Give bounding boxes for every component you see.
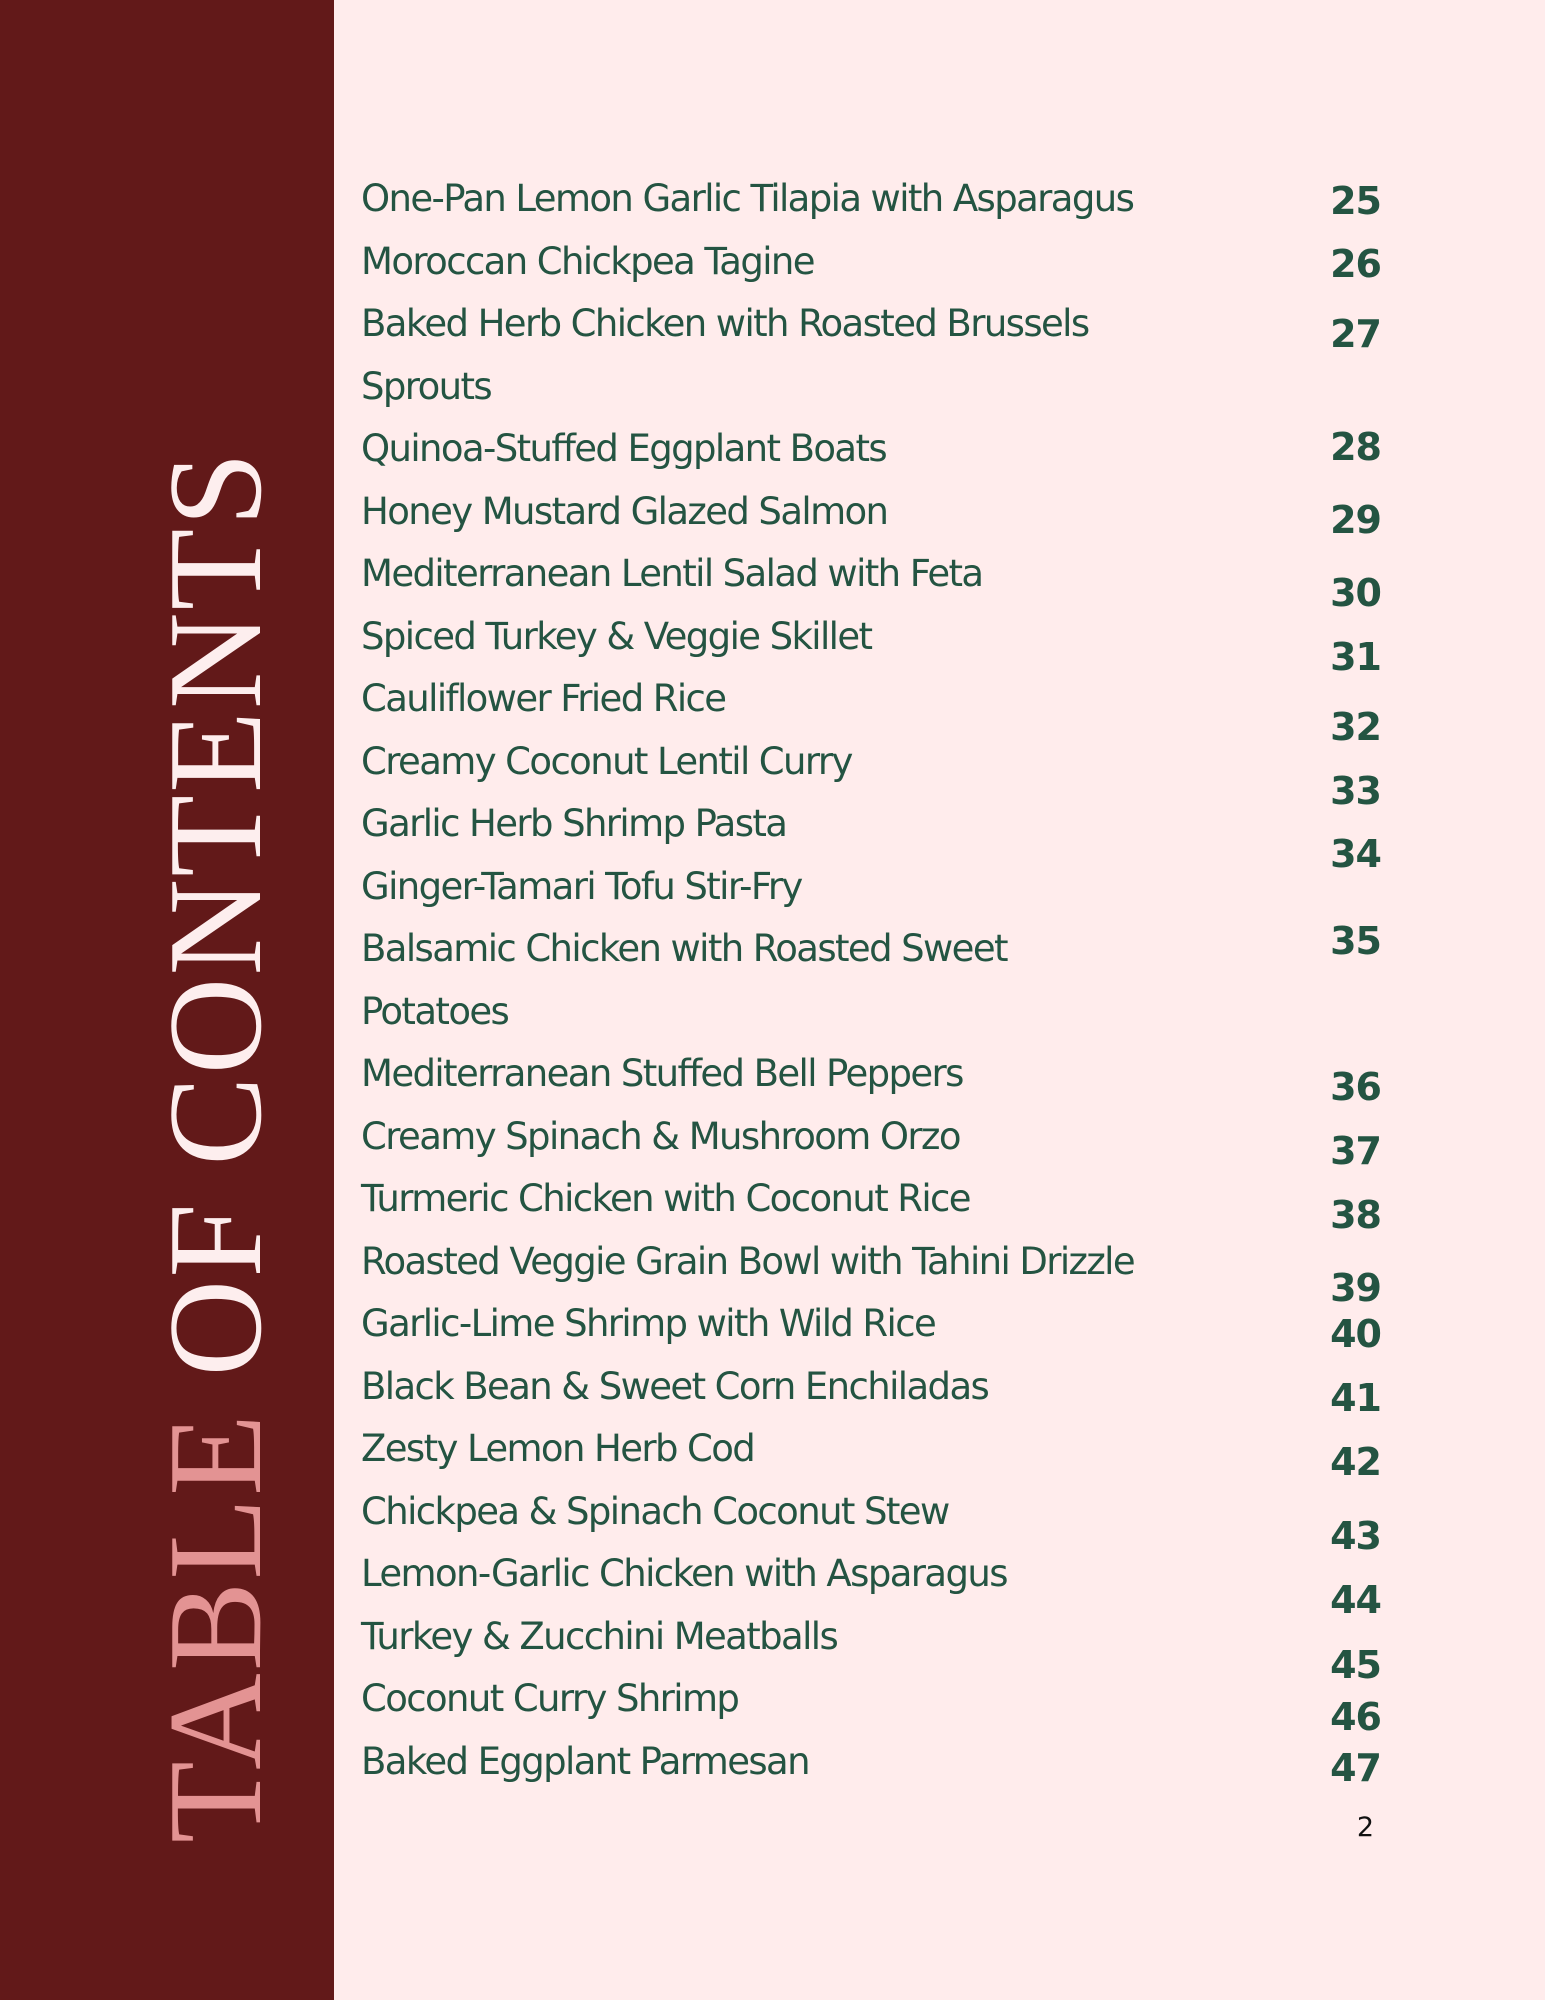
page-number: 2 — [1356, 1812, 1374, 1843]
toc-row[interactable] — [361, 1739, 1381, 1806]
toc-entry-title: Mediterranean Stuffed Bell Peppers — [361, 1052, 963, 1095]
toc-entry-page: 31 — [1330, 634, 1381, 679]
toc-entry-title: Spiced Turkey & Veggie Skillet — [361, 614, 872, 658]
vertical-title — [141, 143, 289, 1843]
toc-entry-page: 41 — [1330, 1375, 1381, 1420]
toc-entry-title: Moroccan Chickpea Tagine — [361, 239, 814, 283]
toc-entry-page: 46 — [1330, 1695, 1381, 1739]
toc-entry-page: 28 — [1330, 425, 1381, 469]
toc-entry-page: 45 — [1330, 1642, 1381, 1687]
toc-entry-page: 42 — [1330, 1440, 1381, 1484]
toc-entry-page: 29 — [1330, 497, 1381, 542]
toc-entry-page: 44 — [1330, 1578, 1381, 1622]
toc-entry-page: 40 — [1330, 1312, 1381, 1356]
toc-entry-title: Creamy Spinach & Mushroom Orzo — [361, 1114, 960, 1158]
toc-entry-page: 34 — [1330, 832, 1381, 876]
title-word-of-contents: OF CONTENTS — [141, 449, 289, 1377]
toc-entry-page: 26 — [1330, 241, 1381, 286]
toc-entry-title: Chickpea & Spinach Coconut Stew — [361, 1489, 949, 1533]
toc-entry-title: Roasted Veggie Grain Bowl with Tahini Drizzle — [361, 1239, 1135, 1283]
toc-entry-title: Ginger-Tamari Tofu Stir-Fry — [361, 864, 802, 908]
toc-entry-page: 39 — [1330, 1265, 1381, 1310]
toc-entry-title: Baked Herb Chicken with Roasted Brussels Sprouts — [361, 302, 1089, 408]
sidebar-panel — [0, 0, 334, 2000]
toc-entry-title: Coconut Curry Shrimp — [361, 1677, 739, 1720]
toc-entry-title: Turkey & Zucchini Meatballs — [361, 1614, 838, 1658]
toc-entry-title: Black Bean & Sweet Corn Enchiladas — [361, 1364, 989, 1408]
toc-entry-title: Lemon-Garlic Chicken with Asparagus — [361, 1552, 1007, 1595]
toc-entry-title: Garlic-Lime Shrimp with Wild Rice — [361, 1302, 936, 1345]
toc-entry-page: 38 — [1330, 1193, 1381, 1237]
toc-entry-title: Quinoa-Stuffed Eggplant Boats — [361, 427, 887, 470]
toc-row[interactable] — [361, 302, 1381, 430]
toc-entry-page: 25 — [1330, 179, 1381, 223]
toc-entry-title: One-Pan Lemon Garlic Tilapia with Asparagus — [361, 177, 1134, 220]
toc-entry-title: Zesty Lemon Herb Cod — [361, 1427, 755, 1470]
toc-entry-title: Cauliflower Fried Rice — [361, 677, 726, 720]
toc-entry-page: 36 — [1330, 1065, 1381, 1109]
toc-entry-page: 37 — [1330, 1128, 1381, 1173]
toc-entry-title: Honey Mustard Glazed Salmon — [361, 489, 888, 533]
toc-entry-page: 35 — [1330, 918, 1381, 963]
toc-entry-title: Baked Eggplant Parmesan — [361, 1739, 809, 1783]
toc-entry-title: Garlic Herb Shrimp Pasta — [361, 802, 787, 845]
toc-entry-title: Turmeric Chicken with Coconut Rice — [361, 1177, 970, 1220]
title-word-table: TABLE — [141, 1412, 289, 1843]
toc-entry-page: 43 — [1330, 1513, 1381, 1558]
toc-row[interactable] — [361, 927, 1381, 1055]
toc-entry-page: 47 — [1330, 1745, 1381, 1790]
toc-entry-page: 33 — [1330, 768, 1381, 813]
toc-entry-title: Mediterranean Lentil Salad with Feta — [361, 552, 983, 595]
toc-entry-page: 30 — [1330, 571, 1381, 615]
toc-entry-title: Balsamic Chicken with Roasted Sweet Potatoes — [361, 927, 1007, 1033]
toc-entry-title: Creamy Coconut Lentil Curry — [361, 739, 852, 783]
toc-entry-page: 32 — [1330, 705, 1381, 749]
toc-entry-page: 27 — [1330, 312, 1381, 356]
toc-list — [361, 177, 1381, 1805]
